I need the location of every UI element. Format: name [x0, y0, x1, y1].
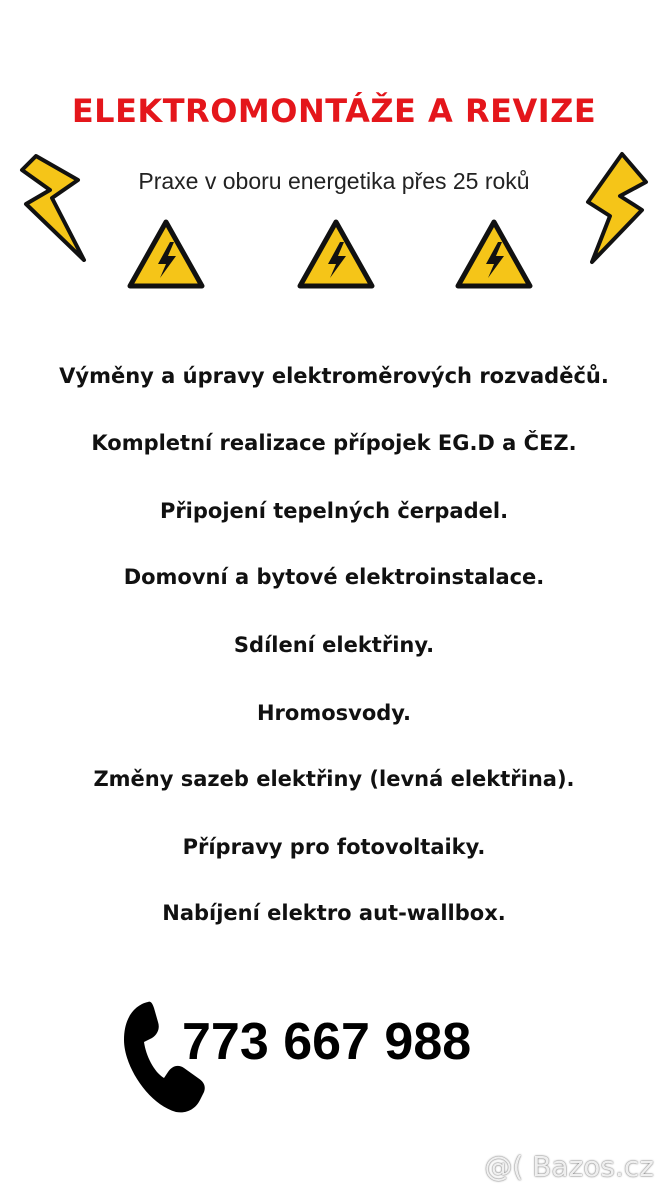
high-voltage-warning-icon — [126, 218, 206, 290]
service-item: Přípravy pro fotovoltaiky. — [182, 835, 486, 859]
service-item: Hromosvody. — [256, 701, 412, 725]
phone-number[interactable]: 773 667 988 — [182, 1013, 472, 1071]
service-item: Kompletní realizace přípojek EG.D a ČEZ. — [91, 431, 577, 455]
page-title: ELEKTROMONTÁŽE A REVIZE — [71, 92, 597, 130]
high-voltage-warning-icon — [296, 218, 376, 290]
service-item: Sdílení elektřiny. — [233, 633, 435, 657]
high-voltage-warning-icon — [454, 218, 534, 290]
service-item: Výměny a úpravy elektroměrových rozvaděčů. — [59, 364, 609, 388]
service-item: Změny sazeb elektřiny (levná elektřina). — [93, 767, 575, 791]
service-item: Připojení tepelných čerpadel. — [159, 499, 509, 523]
bazos-watermark: @( Bazos.cz — [484, 1150, 654, 1183]
lightning-bolt-icon — [582, 150, 652, 268]
page-subtitle: Praxe v oboru energetika přes 25 roků — [138, 168, 530, 194]
service-item: Domovní a bytové elektroinstalace. — [123, 565, 545, 589]
service-item: Nabíjení elektro aut-wallbox. — [162, 901, 506, 925]
